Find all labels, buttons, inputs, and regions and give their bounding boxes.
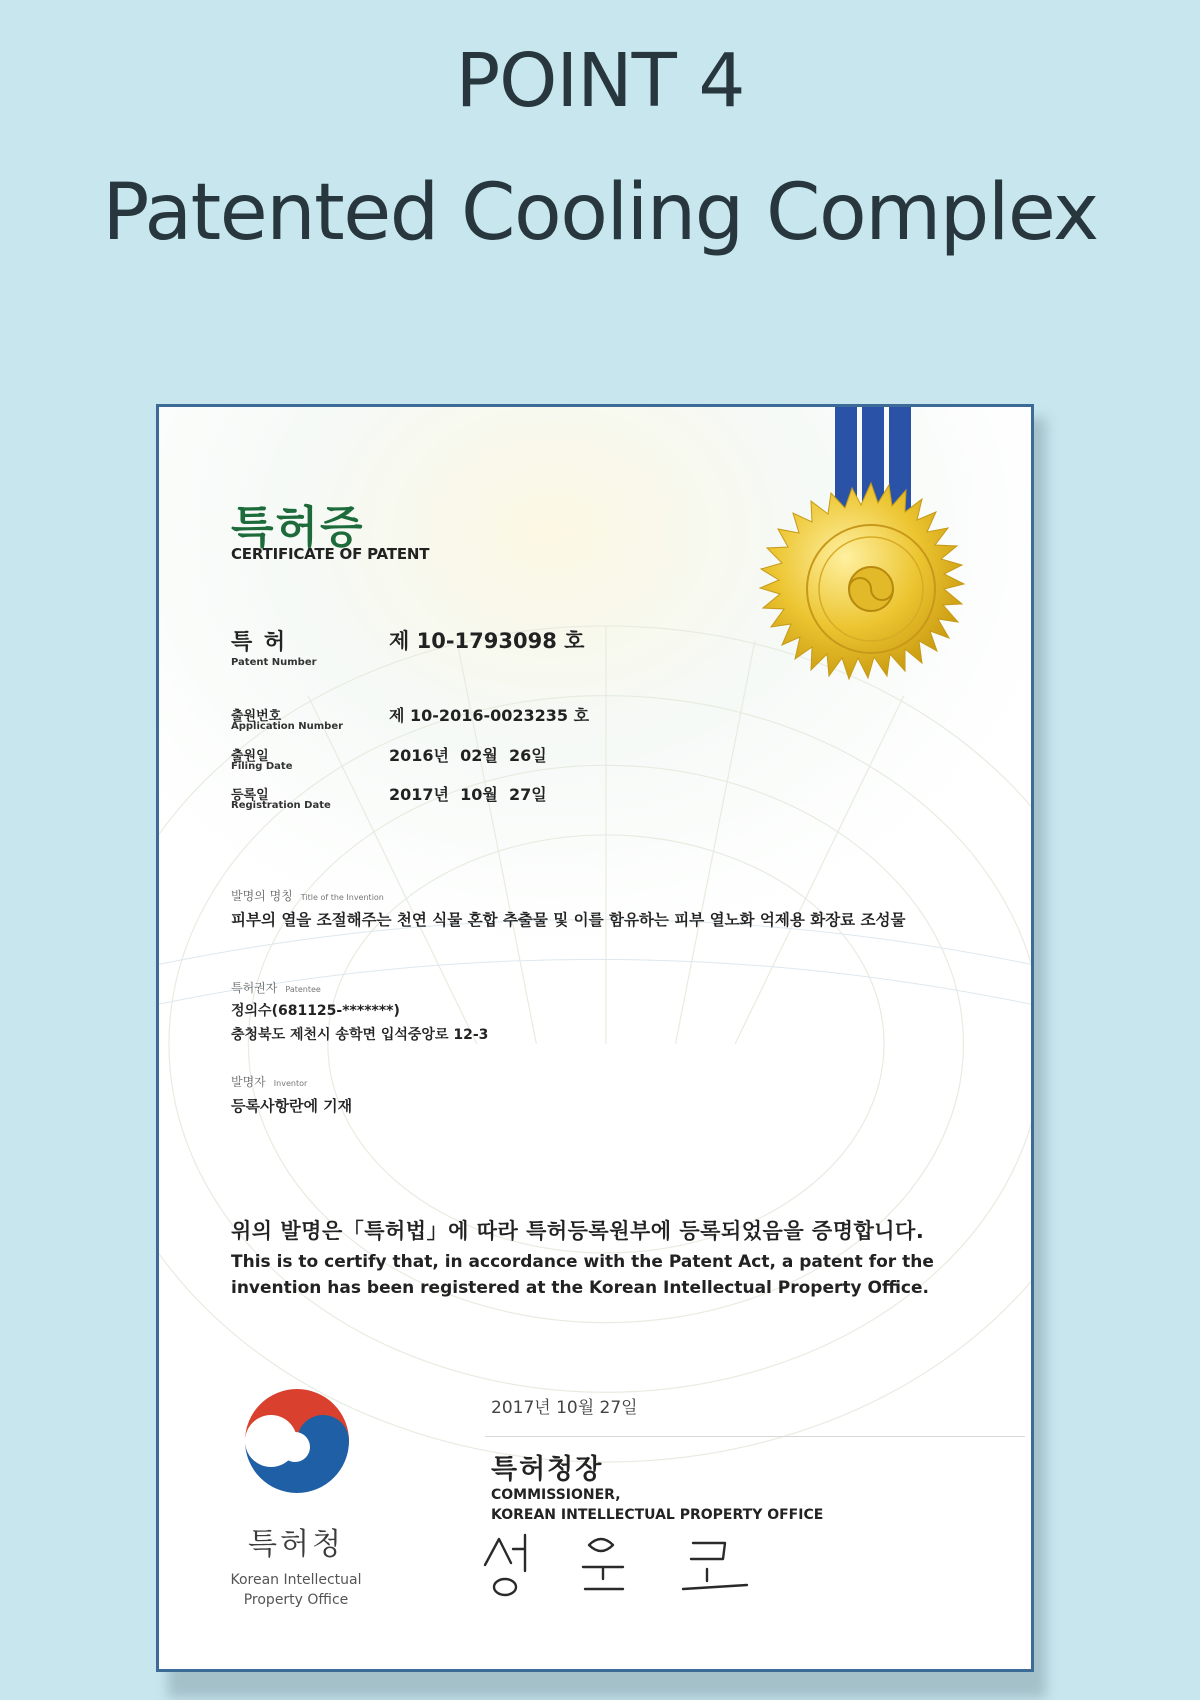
registration-date-label-ko: 등록일 — [231, 788, 269, 803]
certificate-title-ko: 특허증 — [231, 502, 365, 553]
invention-title-label — [231, 887, 384, 904]
issue-date: 2017년 10월 27일 — [491, 1398, 638, 1418]
invention-title-label-en: Title of the Invention — [300, 893, 384, 902]
office-name-en-line1: Korean Intellectual — [230, 1572, 362, 1588]
patentee-address: 충청북도 제천시 송학면 입석중앙로 12-3 — [231, 1027, 489, 1043]
office-name-ko: 특허청 — [248, 1527, 344, 1562]
application-number-label-ko: 출원번호 — [231, 709, 282, 724]
inventor-label — [231, 1073, 307, 1090]
invention-title-label-ko: 발명의 명칭 — [231, 889, 293, 903]
patent-certificate — [156, 404, 1034, 1672]
registration-date-label-en: Registration Date — [231, 800, 331, 811]
patentee-label — [231, 979, 321, 996]
patentee-name: 정의수(681125-*******) — [231, 1003, 400, 1019]
application-number-value: 제 10-2016-0023235 호 — [389, 706, 590, 725]
patent-number-label-ko: 특 허 — [231, 630, 288, 655]
commissioner-title-ko: 특허청장 — [491, 1454, 604, 1485]
page-subtitle: Patented Cooling Complex — [102, 168, 1098, 258]
office-name-en — [211, 1570, 381, 1610]
signature-divider — [485, 1436, 1025, 1437]
commissioner-signature — [477, 1525, 777, 1605]
inventor-label-ko: 발명자 — [231, 1075, 266, 1089]
patent-number-label-en: Patent Number — [231, 657, 317, 668]
office-name-en-line2: Property Office — [243, 1592, 349, 1608]
inventor-label-en: Inventor — [273, 1079, 308, 1088]
kipo-emblem-icon — [241, 1385, 353, 1497]
commissioner-office-en: KOREAN INTELLECTUAL PROPERTY OFFICE — [491, 1507, 824, 1523]
gold-seal-icon — [751, 477, 991, 717]
filing-date-label-ko: 출원일 — [231, 749, 269, 764]
registration-date-value: 2017년 10월 27일 — [389, 785, 547, 804]
patent-number-value: 제 10-1793098 호 — [389, 629, 585, 653]
commissioner-title-en: COMMISSIONER, — [491, 1487, 621, 1503]
certification-statement-ko: 위의 발명은「특허법」에 따라 특허등록원부에 등록되었음을 증명합니다. — [231, 1219, 925, 1243]
application-number-label-en: Application Number — [231, 721, 344, 732]
certification-statement-en: This is to certify that, in accordance with the Patent Act, a patent for the invention has been registered at the Korean Intellectual Property Office. — [231, 1252, 934, 1298]
invention-title-value: 피부의 열을 조절해주는 천연 식물 혼합 추출물 및 이를 함유하는 피부 열노화 억제용 화장료 조성물 — [231, 911, 906, 929]
certificate-title-en: CERTIFICATE OF PATENT — [231, 545, 430, 563]
patentee-label-ko: 특허권자 — [231, 981, 278, 995]
filing-date-label-en: Filing Date — [231, 761, 293, 772]
point-heading: POINT 4 — [455, 38, 745, 124]
inventor-value: 등록사항란에 기재 — [231, 1097, 353, 1115]
patentee-label-en: Patentee — [285, 985, 321, 994]
filing-date-value: 2016년 02월 26일 — [389, 746, 547, 765]
